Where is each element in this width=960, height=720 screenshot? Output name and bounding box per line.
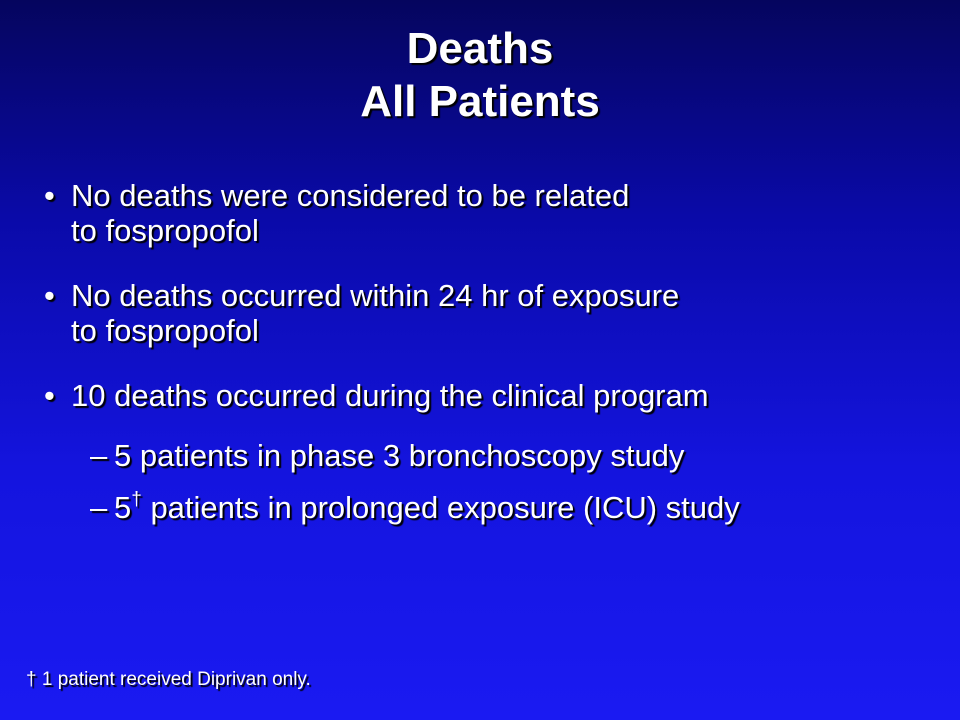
sub-bullet-marker: – — [90, 490, 108, 525]
sub-bullet-text — [114, 490, 960, 525]
title-line-1: Deaths — [406, 24, 554, 73]
bullet-text-line: to fospropofol — [71, 313, 259, 348]
bullet-marker: • — [44, 278, 55, 313]
slide-title — [0, 22, 960, 128]
bullet-list — [0, 178, 960, 525]
bullet-text — [71, 378, 960, 413]
bullet-text — [71, 178, 960, 248]
bullet-item — [0, 178, 960, 248]
bullet-marker: • — [44, 178, 55, 213]
bullet-marker: • — [44, 378, 55, 413]
bullet-item — [0, 278, 960, 348]
footnote: † 1 patient received Diprivan only. — [26, 669, 311, 690]
bullet-text — [71, 278, 960, 348]
dagger-superscript: † — [131, 489, 142, 510]
bullet-text-line: No deaths were considered to be related — [71, 178, 630, 213]
bullet-text-line: No deaths occurred within 24 hr of exposure — [71, 278, 680, 313]
patient-count: 5 — [114, 490, 132, 525]
title-line-2: All Patients — [360, 77, 600, 126]
sub-bullet-item — [0, 438, 960, 473]
bullet-item — [0, 378, 960, 413]
sub-bullet-rest: patients in prolonged exposure (ICU) study — [141, 490, 740, 525]
sub-bullet-item — [0, 490, 960, 525]
sub-bullet-text: 5 patients in phase 3 bronchoscopy study — [114, 438, 685, 473]
sub-bullet-marker: – — [90, 438, 108, 473]
bullet-text-line: to fospropofol — [71, 213, 259, 248]
bullet-text-line: 10 deaths occurred during the clinical program — [71, 378, 709, 413]
